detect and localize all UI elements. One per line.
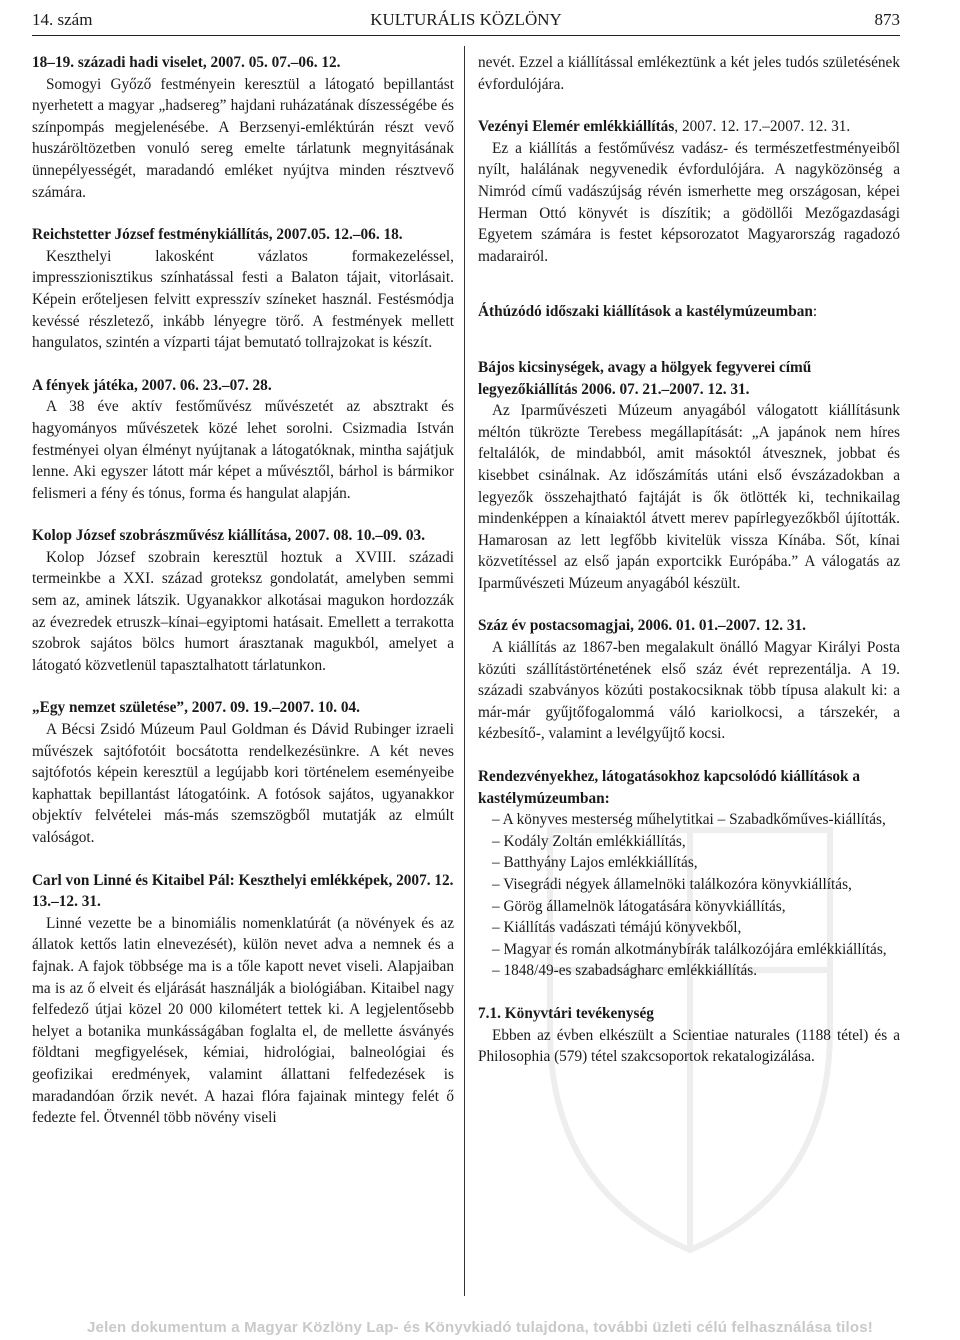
section-title: Bájos kicsinységek, avagy a hölgyek fegyverei című legyezőkiállítás 2006. 07. 21.–2007. 12. 31. — [478, 358, 812, 398]
list-item: – Batthyány Lajos emlékkiállítás, — [492, 854, 698, 872]
column-divider — [464, 46, 465, 1296]
section-body: A kiállítás az 1867-ben megalakult önálló Magyar Királyi Posta közúti szállítástörténetének első száz évét reprezentálja. A 19. századi szabványos közúti postakocsiknak több típusa alakult ki: a már-már gyűjtőfogalommá váló kariolkocsi, a társzekér, a kézbesítő-, valamint a levélgyűjtő kocsi. — [478, 639, 900, 743]
section-body: Ebben az évben elkészült a Scientiae naturales (1188 tétel) és a Philosophia (579) tétel szakcsoportok rekatalogizálása. — [478, 1026, 900, 1066]
section-body: Linné vezette be a binomiális nomenklatúrát (a növények és az állatok kettős latin elnevezését), külön nevet adva a nemnek és a fajnak. A fajok többsége ma is a tőle kapott nevet viseli. Alapjaiban ma is az ő elveit és eljárását használják a biológiában. Kitaibel nagy felfedező útjai közel 20 000 kilométert tettek ki. A legjelentősebb helyet a botanika munkásságában foglalta el, de mellette ásványés földtani megfigyelések, kémiai, hidrológiai, balneológiai és geofizikai eredmények, valamint állattani felfedezések is maradandóan őrzik nevét. A hazai flóra fajainak mintegy felét ő fedezte fel. Ötvennél több növény viseli — [32, 914, 454, 1127]
section-title-dates: , 2007. 12. 17.–2007. 12. 31. — [674, 118, 851, 136]
section-body: A Bécsi Zsidó Múzeum Paul Goldman és Dávid Rubinger izraeli művészek sajtófotóit bocsátotta rendelkezésünkre. A két neves sajtófotós képein keresztül a legújabb kori történelem eseményeibe kaphattak bepillantást látogatóink. A fotósok sajátos, ugyanakkor objektív felvételei más-más szemszögből mutatják az elmúlt valóságot. — [32, 721, 454, 846]
list-item: – Kodály Zoltán emlékkiállítás, — [492, 832, 686, 850]
right-column — [478, 52, 900, 1068]
section-title-main: Áthúzódó időszaki kiállítások a kastélymúzeumban — [478, 303, 813, 321]
section-title: „Egy nemzet születése”, 2007. 09. 19.–2007. 10. 04. — [32, 699, 360, 717]
continued-text: nevét. Ezzel a kiállítással emlékeztünk a két jeles tudós születésének évfordulójára. — [478, 54, 900, 93]
list-item: – Visegrádi négyek államelnöki találkozóra könyvkiállítás, — [492, 876, 852, 893]
section-body: A 38 éve aktív festőművész művészetét az absztrakt és hagyományos művészetek közé lehet sorolni. Csizmadia István festményei olyan élményt nyújtanak a látogatóknak, mintha sajátjuk lenne. Aki egyszer látott már képet a művésztől, bárhol is bármikor felismeri a fény és tónus, forma és hangulat alapján. — [32, 398, 454, 502]
list-item: – Görög államelnök látogatására könyvkiállítás, — [492, 897, 786, 915]
journal-title: KULTURÁLIS KÖZLÖNY — [370, 10, 562, 29]
section-title: 18–19. századi hadi viselet, 2007. 05. 07.–06. 12. — [32, 54, 341, 71]
section-title: Reichstetter József festménykiállítás, 2007.05. 12.–06. 18. — [32, 226, 403, 244]
section-title: Carl von Linné és Kitaibel Pál: Keszthelyi emlékképek, 2007. 12. 13.–12. 31. — [32, 871, 454, 911]
copyright-notice: Jelen dokumentum a Magyar Közlöny Lap- és Könyvkiadó tulajdona, további üzleti célú felhasználása tilos! — [87, 1319, 873, 1336]
list-item: – Magyar és román alkotmánybírák találkozójára emlékkiállítás, — [492, 940, 887, 958]
section-body: Somogyi Győző festményein keresztül a látogató bepillantást nyerhetett a magyar „hadsereg” hajdani ruházatának díszességébe és színpompás megjelenésébe. A Berzsenyi-emléktúrán részt vevő huszáröltözetben vonuló sereg emelte tárlatunk megnyitásának ünnepélyességét, maradandó emléket nyújtva minden résztvevő számára. — [32, 75, 454, 201]
section-title: A fények játéka, 2007. 06. 23.–07. 28. — [32, 376, 272, 394]
section-body: Keszthelyi lakosként vázlatos formakezeléssel, impresszionisztikus színhatással festi a Balaton tájait, vitorlásait. Képein erőteljesen felvitt expresszív színeket használ. Festésmódja kevéssé részletező, inkább lényegre törő. A festmények mellett hangulatos, szintén a vízparti tájat bemutató tollrajzokat is készít. — [32, 247, 454, 352]
section-title: Száz év postacsomagjai, 2006. 01. 01.–2007. 12. 31. — [478, 617, 807, 635]
section-title: Rendezvényekhez, látogatásokhoz kapcsolódó kiállítások a kastélymúzeumban: — [478, 768, 861, 807]
section-title: Kolop József szobrászművész kiállítása, 2007. 08. 10.–09. 03. — [32, 527, 426, 545]
issue-number: 14. szám — [32, 10, 93, 29]
list-item: – 1848/49-es szabadságharc emlékkiállítás. — [492, 962, 758, 980]
page-header — [32, 10, 900, 36]
list-item: – A könyves mesterség műhelytitkai – Szabadkőműves-kiállítás, — [492, 811, 886, 829]
section-title-punct: : — [812, 303, 818, 321]
page-number: 873 — [874, 10, 900, 29]
section-body: Az Iparművészeti Múzeum anyagából válogatott kiállításunk méltón tükrözte Terebess megállapítását: „A japánok nem híres feltalálók, de mindabból, amit másoktól átvesznek, jobbat és kisebbet csinálnak. Az időszámítás utáni első évszázadokban a legyezők összehajtható fajtáját is ők ötlötték ki, technikailag mindenképpen a kínaiaktól átvett merev papírlegyezőkből újították. Hamarosan az lett legfőbb kivitelük vissza Kínába. Sőt, kínai közvetítéssel az első japán exportcikk Európába.” A válogatás az Iparművészeti Múzeum anyagából készült. — [478, 402, 900, 592]
list-item: – Kiállítás vadászati témájú könyvekből, — [492, 919, 742, 937]
section-body: Kolop József szobrain keresztül hoztuk a XVIII. századi termeinkbe a XXI. század groteksz gondolatát, amelyben semmi sem az, aminek látszik. Ugyanakkor alkotásai magukon hordozzák az évezredek etruszk–kínai–egyiptomi hatásait. Emellett a terrakotta szobrok sajátos bölcs humort árasztanak magukból, amelyet a látogató közvetlenül tapasztalhatott tárlatunkon. — [32, 548, 454, 674]
section-title-main: Vezényi Elemér emlékkiállítás — [478, 118, 675, 136]
header-rule — [32, 35, 900, 36]
section-title — [478, 301, 900, 323]
section-body: Ez a kiállítás a festőművész vadász- és természetfestményeiből nyílt, halálának negyvenedik évfordulójára. A nagyközönség a Nimród című vadászújság révén ismerhette meg országosan, képei Herman Ottó könyvét is díszítik; a gödöllői Mezőgazdasági Egyetem számára is festet képsorozatot Magyarország ragadozó madarairól. — [478, 139, 900, 265]
section-title — [478, 116, 900, 138]
left-column — [32, 52, 454, 1129]
section-title: 7.1. Könyvtári tevékenység — [478, 1004, 654, 1022]
